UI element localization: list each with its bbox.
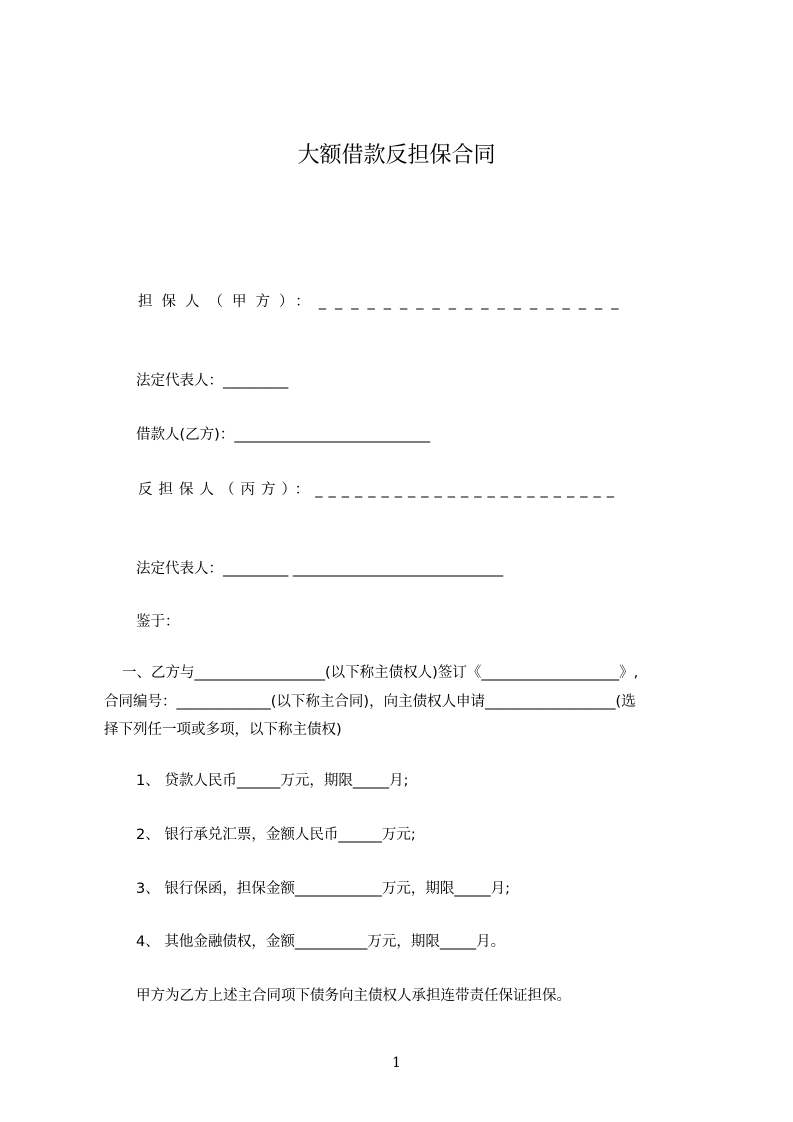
clause-item-2: 2、 银行承兑汇票，金额人民币______万元; <box>136 827 416 843</box>
whereas-heading: 鉴于： <box>136 614 180 630</box>
document-title: 大额借款反担保合同 <box>297 143 496 168</box>
page-number: 1 <box>392 1055 401 1071</box>
clause-1-line-3: 择下列任一项或多项，以下称主债权) <box>104 722 342 738</box>
clause-item-4: 4、 其他金融债权，金额__________万元，期限_____月。 <box>136 934 506 950</box>
guarantor-party-a-line: 担保人（甲方）：___________________ <box>138 294 628 310</box>
closing-statement: 甲方为乙方上述主合同项下债务向主债权人承担连带责任保证担保。 <box>136 988 571 1004</box>
guarantor-legal-representative-line: 法定代表人：_________ <box>136 373 289 389</box>
counter-guarantor-legal-representative-line: 法定代表人：_________ _____________________________ <box>136 561 504 577</box>
clause-item-1: 1、 贷款人民币______万元，期限_____月; <box>136 773 409 789</box>
clause-1-line-1: 一、乙方与__________________(以下称主债权人)签订《___________________》, <box>122 665 639 681</box>
counter-guarantor-party-c-line: 反担保人（丙方）：_______________________ <box>138 482 620 498</box>
borrower-party-b-line: 借款人(乙方)：___________________________ <box>136 427 431 443</box>
clause-1-line-2: 合同编号：_____________(以下称主合同)，向主债权人申请__________________(选 <box>104 694 636 710</box>
clause-item-3: 3、 银行保函，担保金额____________万元，期限_____月; <box>136 881 510 897</box>
